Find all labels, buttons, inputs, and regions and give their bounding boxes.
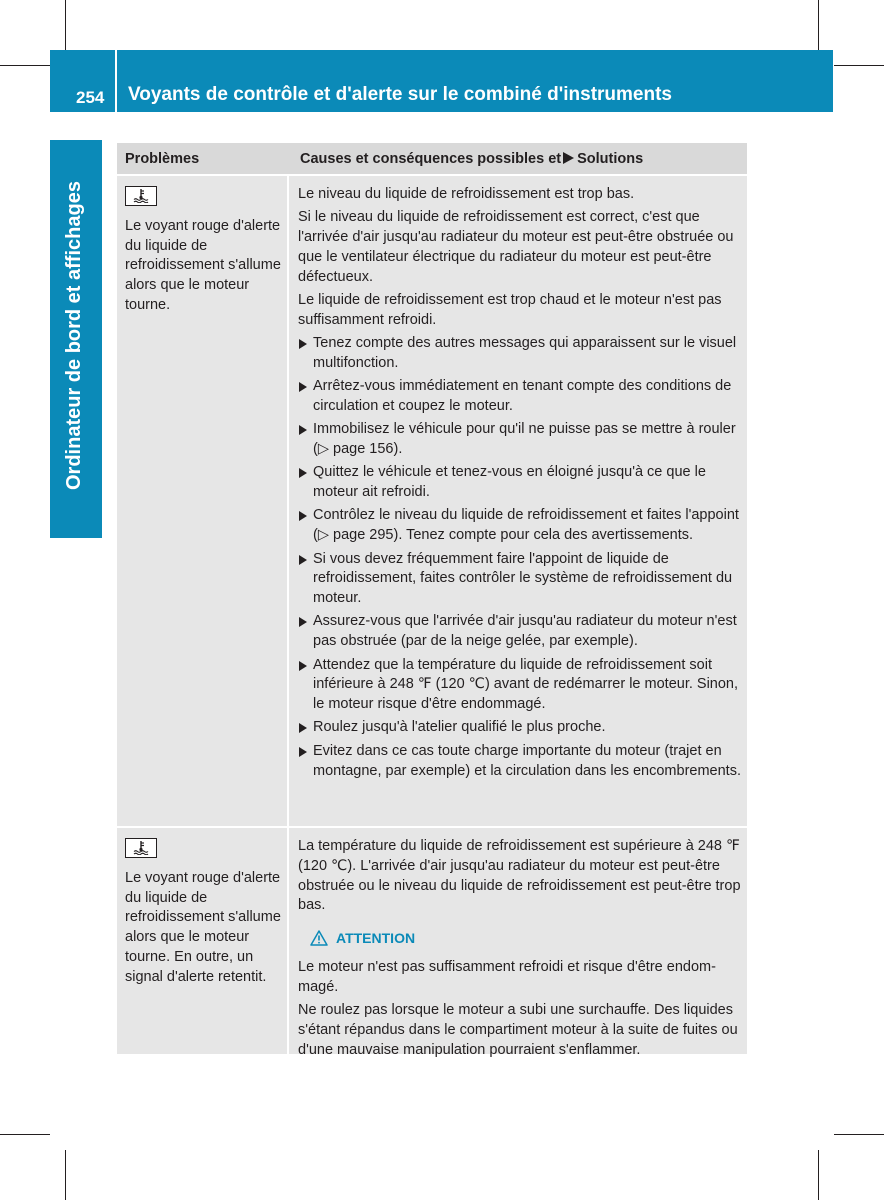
problem-text: Le voyant rouge d'alerte du liquide de refroidissement s'allume alors que le moteur tourne. En outre, un signal d'alerte retentit. [125, 869, 281, 985]
solution-list [298, 334, 741, 781]
bullet-arrow-icon [299, 555, 307, 565]
list-item: Tenez compte des autres messages qui apparaissent sur le visuel multifonction. [298, 334, 741, 374]
column-header-causes-text: Causes et conséquences possibles et [300, 150, 562, 167]
table-header [117, 143, 747, 176]
problem-cell [117, 828, 289, 1054]
cause-paragraph: Le niveau du liquide de refroidissement est trop bas. [298, 186, 635, 202]
list-item: Evitez dans ce cas toute charge importante du moteur (trajet en montagne, par exemple) et la circulation dans les encombrements. [298, 742, 741, 782]
bullet-arrow-icon [299, 468, 307, 478]
column-header-causes [289, 151, 747, 167]
crop-mark [65, 0, 66, 50]
warning-table [117, 143, 747, 1058]
bullet-arrow-icon [299, 723, 307, 733]
warning-paragraph: Ne roulez pas lorsque le moteur a subi une surchauffe. Des liquides s'étant répandus dans le compartiment moteur à la suite de fuites ou d'une mauvaise manipulation pourraient s'enflammer. [298, 1002, 738, 1058]
list-item: Attendez que la température du liquide de refroidissement soit inférieure à 248 ℉ (120 ℃) avant de redémarrer le moteur. Sinon, le moteur risque d'être endommagé. [298, 656, 741, 715]
solution-cell [289, 176, 747, 826]
column-header-solutions-text: Solutions [577, 150, 644, 167]
bullet-arrow-icon [299, 382, 307, 392]
list-item: Assurez-vous que l'arrivée d'air jusqu'au radiateur du moteur n'est pas obstruée (par de la neige gelée, par exemple). [298, 612, 741, 652]
table-row [117, 176, 747, 826]
warning-paragraph: Le moteur n'est pas suffisamment refroidi et risque d'être endommagé. [298, 959, 716, 995]
list-item: Si vous devez fréquemment faire l'appoint de liquide de refroidissement, faites contrôler le système de refroidissement du moteur. [298, 550, 741, 609]
coolant-temperature-icon [125, 186, 157, 206]
list-item: Roulez jusqu'à l'atelier qualifié le plus proche. [298, 718, 741, 738]
bullet-arrow-icon [299, 339, 307, 349]
list-item: Immobilisez le véhicule pour qu'il ne puisse pas se mettre à rouler (▷ page 156). [298, 420, 741, 460]
solution-arrow-icon [563, 152, 574, 164]
bullet-arrow-icon [299, 511, 307, 521]
attention-warning [310, 928, 741, 948]
list-item: Contrôlez le niveau du liquide de refroidissement et faites l'appoint (▷ page 295). Tenez compte pour cela des avertissements. [298, 506, 741, 546]
list-item: Arrêtez-vous immédiatement en tenant compte des conditions de circulation et coupez le moteur. [298, 377, 741, 417]
problem-cell [117, 176, 289, 826]
bullet-arrow-icon [299, 425, 307, 435]
crop-mark [0, 1134, 50, 1135]
crop-mark [834, 65, 884, 66]
bullet-arrow-icon [299, 747, 307, 757]
crop-mark [818, 0, 819, 50]
cause-paragraph: La température du liquide de refroidissement est supérieure à 248 ℉ (120 ℃). L'arrivée d'air jusqu'au radiateur du moteur est peut-être obstruée ou le niveau du liquide de refroidissement est peut-être trop bas. [298, 838, 741, 914]
crop-mark [0, 65, 50, 66]
attention-label: ATTENTION [336, 930, 416, 947]
problem-text: Le voyant rouge d'alerte du liquide de refroidissement s'allume alors que le moteur tourne. [125, 217, 281, 313]
page-title: Voyants de contrôle et d'alerte sur le combiné d'instruments [128, 84, 672, 105]
solution-cell [289, 828, 747, 1058]
crop-mark [65, 1150, 66, 1200]
list-item: Quittez le véhicule et tenez-vous en éloigné jusqu'à ce que le moteur ait refroidi. [298, 463, 741, 503]
bullet-arrow-icon [299, 661, 307, 671]
cause-paragraph: Si le niveau du liquide de refroidissement est correct, c'est que l'arrivée d'air jusqu'au radiateur du moteur est peut-être obstruée ou que le ventilateur électrique du radiateur du moteur est peut-être défectueux. [298, 209, 734, 285]
page-number: 254 [76, 88, 105, 107]
bullet-arrow-icon [299, 617, 307, 627]
cause-paragraph: Le liquide de refroidissement est trop chaud et le moteur n'est pas suffisamment refroidi. [298, 291, 722, 328]
warning-triangle-icon [310, 930, 328, 946]
side-tab-label: Ordinateur de bord et affichages [63, 181, 85, 490]
column-header-problems: Problèmes [125, 150, 200, 167]
table-row [117, 826, 747, 1058]
crop-mark [834, 1134, 884, 1135]
coolant-temperature-icon [125, 838, 157, 858]
crop-mark [818, 1150, 819, 1200]
